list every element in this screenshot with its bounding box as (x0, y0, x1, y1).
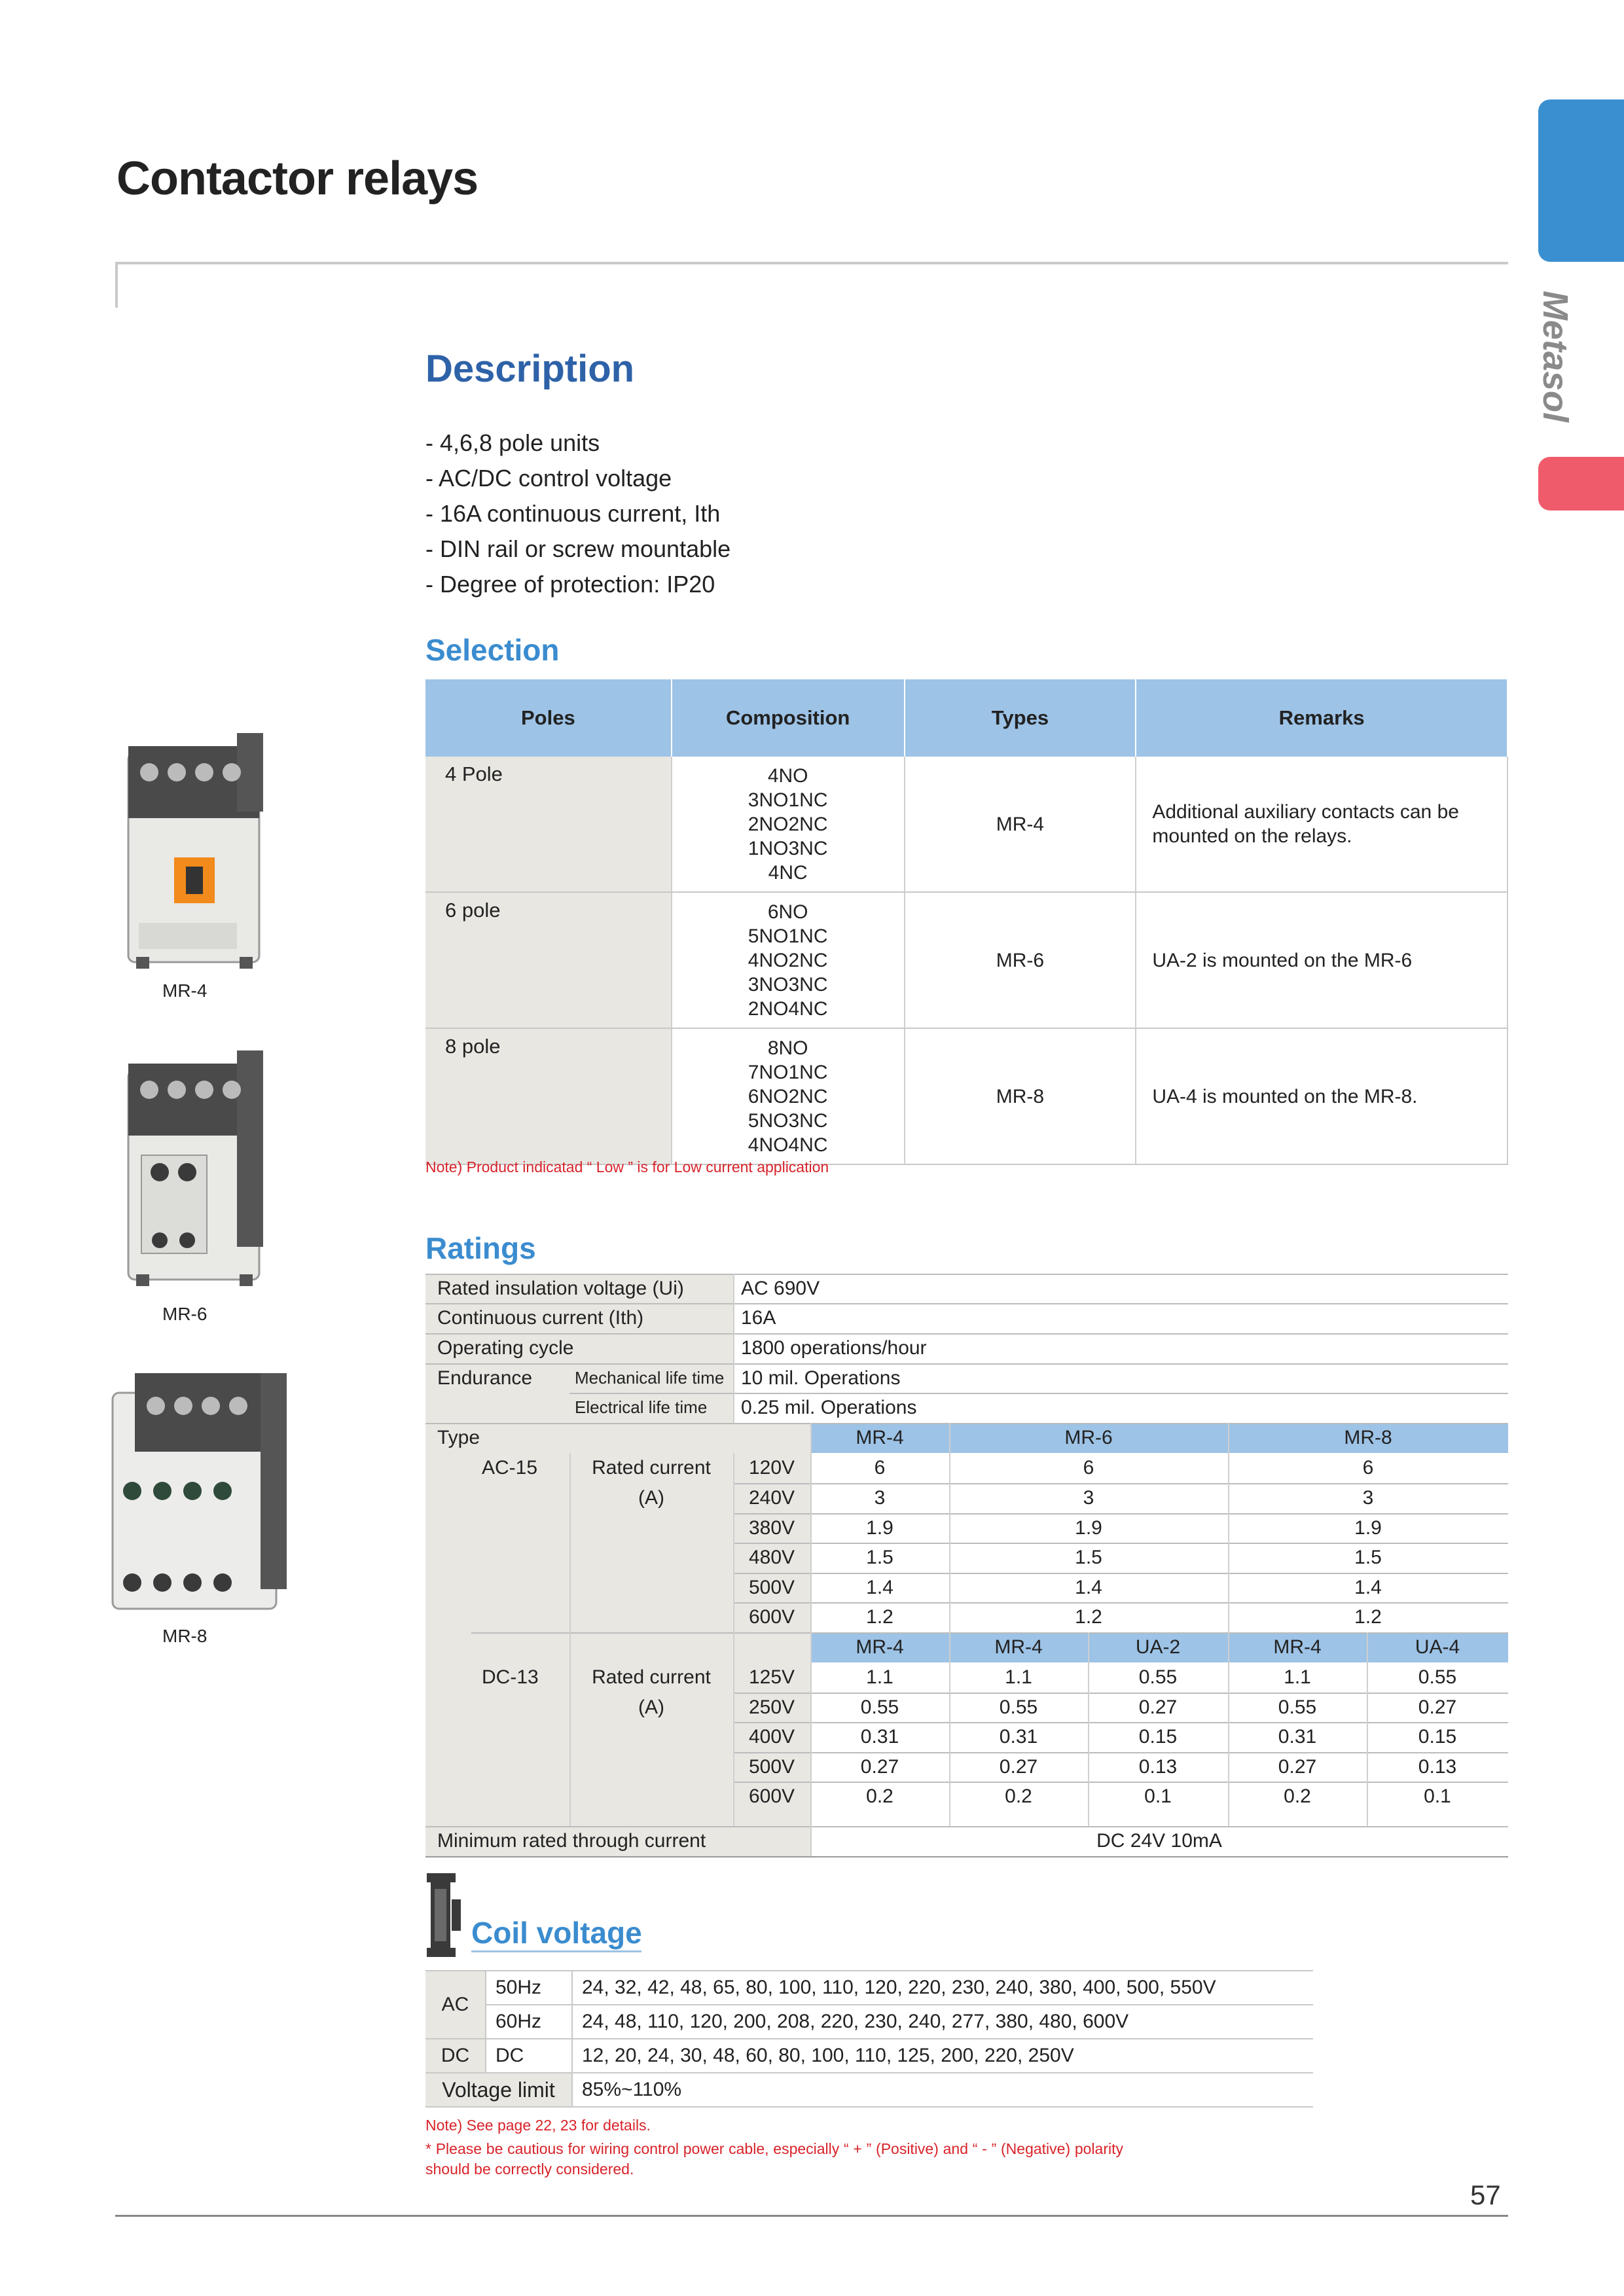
dc-type-header: MR-4 (856, 1636, 904, 1658)
current-cell: 0.1 (1424, 1785, 1451, 1807)
dc-type-header: MR-4 (1273, 1636, 1322, 1658)
table-row (425, 1971, 1313, 2005)
table-row (425, 2039, 1313, 2073)
current-cell: 0.2 (1005, 1785, 1032, 1807)
current-cell: 6 (874, 1457, 886, 1479)
table-row (425, 1028, 1507, 1164)
current-cell: 0.15 (1138, 1726, 1178, 1748)
side-tab-red (1538, 457, 1624, 511)
coil-note: Note) See page 22, 23 for details. (425, 2117, 651, 2134)
dc-type-header: UA-4 (1415, 1636, 1460, 1658)
coil-voltage-table (425, 1970, 1313, 2108)
min-current-label: Minimum rated through current (437, 1830, 706, 1852)
type-cell: MR-4 (905, 757, 1136, 892)
description-item: - AC/DC control voltage (425, 465, 672, 492)
current-cell: 1.2 (866, 1606, 893, 1628)
selection-note: Note) Product indicatad “ Low ” is for Low current application (425, 1158, 829, 1175)
min-current-value: DC 24V 10mA (1096, 1830, 1222, 1852)
description-list (425, 425, 731, 602)
voltage-limit-value: 85%~110% (572, 2073, 1313, 2107)
description-item: - DIN rail or screw mountable (425, 535, 731, 562)
brand-vertical-label (1506, 288, 1610, 445)
rating-sublabel: Mechanical life time (575, 1368, 725, 1388)
current-cell: 0.55 (860, 1696, 899, 1718)
poles-cell: 4 Pole (425, 757, 672, 892)
mr6-product-image (113, 1044, 281, 1287)
current-cell: 3 (1362, 1487, 1374, 1509)
rating-label: Continuous current (Ith) (437, 1307, 644, 1329)
dc13-current-label: Rated current (592, 1666, 711, 1688)
selection-heading: Selection (425, 633, 560, 667)
brand-text: Metasol (1536, 291, 1575, 423)
dc-sub-label: DC (486, 2039, 572, 2073)
composition-item: 3NO1NC (748, 789, 828, 811)
page-title: Contactor relays (117, 152, 478, 205)
col-header-composition: Composition (672, 679, 905, 757)
rating-label: Endurance (437, 1367, 533, 1389)
ratings-table (425, 1274, 1508, 1852)
dc-type-header: MR-4 (994, 1636, 1043, 1658)
type-cell: MR-8 (905, 1028, 1136, 1164)
current-cell: 0.27 (1278, 1756, 1317, 1778)
description-heading: Description (425, 348, 635, 390)
ac15-label: AC-15 (482, 1457, 538, 1479)
rating-value: AC 690V (741, 1278, 820, 1299)
dc-label: DC (425, 2039, 486, 2073)
freq-label: 60Hz (486, 2005, 572, 2039)
current-cell: 0.27 (860, 1756, 899, 1778)
current-cell: 1.5 (866, 1547, 893, 1568)
composition-item: 5NO3NC (748, 1109, 828, 1132)
current-cell: 0.55 (1418, 1666, 1457, 1688)
voltage-cell: 380V (748, 1517, 795, 1539)
current-cell: 0.13 (1138, 1756, 1178, 1778)
rating-sublabel: Electrical life time (575, 1397, 708, 1417)
ratings-heading: Ratings (425, 1231, 536, 1265)
voltage-cell: 500V (748, 1756, 795, 1778)
col-header-remarks: Remarks (1136, 679, 1507, 757)
composition-item: 6NO2NC (748, 1085, 828, 1107)
rating-value: 16A (741, 1307, 776, 1329)
current-cell: 0.2 (866, 1785, 893, 1807)
current-cell: 0.15 (1418, 1726, 1457, 1748)
current-cell: 0.55 (999, 1696, 1038, 1718)
current-cell: 1.4 (1075, 1577, 1102, 1598)
current-cell: 0.55 (1278, 1696, 1317, 1718)
product-caption-mr6: MR-6 (162, 1304, 208, 1324)
table-row (425, 2005, 1313, 2039)
current-cell: 0.1 (1144, 1785, 1172, 1807)
current-cell: 1.9 (1354, 1517, 1382, 1539)
ac-label: AC (425, 1971, 486, 2039)
current-cell: 0.27 (1138, 1696, 1178, 1718)
grid-line (733, 1274, 734, 1423)
description-item: - 4,6,8 pole units (425, 429, 600, 456)
composition-item: 4NO (767, 764, 808, 787)
rating-label: Operating cycle (437, 1337, 574, 1359)
ac-type-header: MR-6 (1064, 1427, 1113, 1448)
mr8-product-image (106, 1360, 300, 1622)
voltage-cell: 120V (748, 1457, 795, 1479)
current-cell: 1.9 (1075, 1517, 1102, 1539)
ac15-current-label: Rated current (592, 1457, 711, 1479)
ac15-unit: (A) (638, 1487, 664, 1509)
current-cell: 1.5 (1354, 1547, 1382, 1568)
poles-cell: 6 pole (425, 892, 672, 1028)
rating-label: Rated insulation voltage (Ui) (437, 1278, 684, 1299)
current-cell: 0.55 (1138, 1666, 1178, 1688)
current-cell: 0.31 (999, 1726, 1038, 1748)
col-header-types: Types (905, 679, 1136, 757)
current-cell: 6 (1362, 1457, 1374, 1479)
remarks-cell: UA-2 is mounted on the MR-6 (1136, 892, 1507, 1028)
composition-item: 6NO (767, 901, 808, 923)
current-cell: 1.9 (866, 1517, 893, 1539)
dc13-unit: (A) (638, 1696, 664, 1718)
composition-item: 3NO3NC (748, 973, 828, 996)
composition-item: 4NO4NC (748, 1134, 828, 1156)
voltage-cell: 600V (748, 1785, 795, 1807)
composition-item: 8NO (767, 1037, 808, 1059)
footer-divider (115, 2215, 1508, 2217)
type-label: Type (437, 1427, 480, 1448)
poles-cell: 8 pole (425, 1028, 672, 1164)
composition-item: 4NO2NC (748, 949, 828, 971)
voltage-cell: 600V (748, 1606, 795, 1628)
composition-cell (672, 892, 905, 1028)
current-cell: 1.4 (866, 1577, 893, 1598)
rating-value: 0.25 mil. Operations (741, 1397, 917, 1418)
current-cell: 1.1 (866, 1666, 893, 1688)
current-cell: 0.2 (1284, 1785, 1311, 1807)
voltage-cell: 500V (748, 1577, 795, 1598)
title-divider-tick (115, 262, 118, 308)
description-item: - 16A continuous current, Ith (425, 500, 721, 527)
remarks-cell: Additional auxiliary contacts can be mounted on the relays. (1136, 757, 1507, 892)
coil-heading-underline (471, 1950, 641, 1952)
dc13-label: DC-13 (482, 1666, 539, 1688)
col-header-poles: Poles (425, 679, 672, 757)
grid-line (425, 1333, 1508, 1335)
table-row (425, 892, 1507, 1028)
composition-item: 7NO1NC (748, 1061, 828, 1083)
current-cell: 1.2 (1354, 1606, 1382, 1628)
composition-item: 2NO4NC (748, 997, 828, 1020)
composition-cell (672, 757, 905, 892)
current-cell: 1.5 (1075, 1547, 1102, 1568)
remarks-cell: UA-4 is mounted on the MR-8. (1136, 1028, 1507, 1164)
current-cell: 0.27 (999, 1756, 1038, 1778)
current-cell: 0.31 (1278, 1726, 1317, 1748)
product-caption-mr8: MR-8 (162, 1626, 208, 1646)
freq-label: 50Hz (486, 1971, 572, 2005)
composition-item: 4NC (768, 861, 808, 884)
rating-value: 1800 operations/hour (741, 1337, 927, 1359)
current-cell: 1.1 (1284, 1666, 1311, 1688)
current-cell: 1.2 (1075, 1606, 1102, 1628)
title-divider (115, 262, 1508, 264)
coil-voltage-heading: Coil voltage (471, 1916, 642, 1950)
side-tab-blue (1538, 99, 1624, 262)
voltage-cell: 125V (748, 1666, 795, 1688)
voltage-values: 24, 48, 110, 120, 200, 208, 220, 230, 240, 277, 380, 480, 600V (572, 2005, 1313, 2039)
grid-line (569, 1393, 1508, 1394)
coil-caution-note: * Please be cautious for wiring control power cable, especially “ + ” (Positive) and “ - ” (Negative) polarity should be correctly considered. (425, 2140, 1123, 2178)
current-cell: 6 (1083, 1457, 1094, 1479)
current-cell: 3 (874, 1487, 886, 1509)
grid-line (425, 1856, 1508, 1857)
coil-icon (425, 1869, 471, 1961)
current-cell: 0.31 (860, 1726, 899, 1748)
voltage-cell: 400V (748, 1726, 795, 1748)
composition-cell (672, 1028, 905, 1164)
ac-type-header: MR-8 (1344, 1427, 1392, 1448)
voltage-values: 12, 20, 24, 30, 48, 60, 80, 100, 110, 125, 200, 220, 250V (572, 2039, 1313, 2073)
voltage-limit-label: Voltage limit (425, 2073, 572, 2107)
voltage-cell: 250V (748, 1696, 795, 1718)
description-item: - Degree of protection: IP20 (425, 571, 715, 598)
voltage-cell: 240V (748, 1487, 795, 1509)
current-cell: 0.13 (1418, 1756, 1457, 1778)
current-cell: 1.4 (1354, 1577, 1382, 1598)
voltage-values: 24, 32, 42, 48, 65, 80, 100, 110, 120, 220, 230, 240, 380, 400, 500, 550V (572, 1971, 1313, 2005)
table-row (425, 2073, 1313, 2107)
rating-value: 10 mil. Operations (741, 1367, 901, 1389)
composition-item: 1NO3NC (748, 837, 828, 859)
page-number: 57 (1470, 2179, 1501, 2210)
composition-item: 5NO1NC (748, 925, 828, 947)
current-cell: 0.27 (1418, 1696, 1457, 1718)
ac-type-header: MR-4 (856, 1427, 904, 1448)
current-cell: 1.1 (1005, 1666, 1032, 1688)
mr4-product-image (113, 726, 281, 970)
type-cell: MR-6 (905, 892, 1136, 1028)
dc-type-header: UA-2 (1135, 1636, 1181, 1658)
table-row (425, 757, 1507, 892)
selection-table (425, 679, 1508, 1165)
voltage-cell: 480V (748, 1547, 795, 1568)
product-caption-mr4: MR-4 (162, 980, 208, 1001)
current-cell: 3 (1083, 1487, 1094, 1509)
composition-item: 2NO2NC (748, 813, 828, 835)
